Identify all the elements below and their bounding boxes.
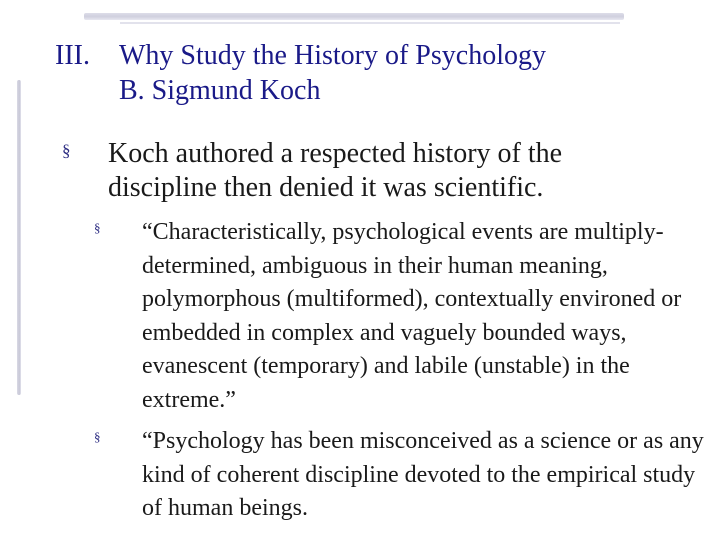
- decorative-left-rule: [17, 80, 21, 395]
- title-heading: Why Study the History of Psychology: [119, 40, 546, 71]
- title-number: III.: [55, 40, 90, 71]
- bullet-text: Koch authored a respected history of the discipline then denied it was scientific.: [108, 138, 563, 203]
- decorative-top-rule: [84, 13, 624, 20]
- bullet-marker-icon: §: [94, 429, 101, 444]
- quote-text: “Psychology has been misconceived as a science or as any kind of coherent discipline devoted to the empirical study of human beings.: [142, 428, 704, 521]
- slide-title: [55, 38, 546, 108]
- bullet-marker-icon: §: [62, 141, 71, 160]
- decorative-top-rule-thin: [120, 22, 620, 24]
- bullet-marker-icon: §: [94, 220, 101, 235]
- title-main-line: [55, 38, 546, 73]
- title-subheading: B. Sigmund Koch: [119, 75, 321, 106]
- quote-text: “Characteristically, psychological events are multiply-determined, ambiguous in their human meaning, polymorphous (multiformed), contextually environed or embedded in complex and vaguely bounded ways, evanescent (temporary) and labile (unstable) in the extreme.”: [142, 219, 682, 413]
